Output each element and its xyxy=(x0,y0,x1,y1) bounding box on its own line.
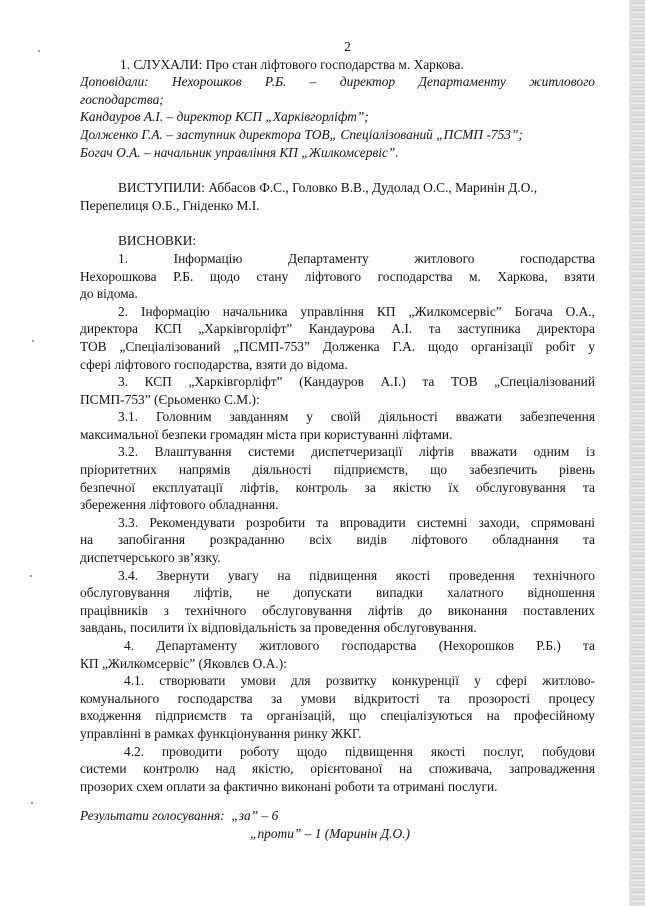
scan-speck xyxy=(38,50,40,52)
conclusions-heading: ВИСНОВКИ: xyxy=(118,233,197,249)
conclusion-line: ПСМП-753” (Єрьоменко С.М.): xyxy=(80,391,260,407)
conclusion-line: сфері ліфтового господарства, взяти до відома. xyxy=(80,356,348,372)
page-number: 2 xyxy=(344,39,351,54)
document-page xyxy=(80,38,595,843)
conclusion-line: 3.2. Влаштування системи диспетчеризації ліфтів вважати одним із xyxy=(118,444,595,460)
conclusion-line: 4.1. створювати умови для розвитку конкуренції у сфері житлово- xyxy=(124,673,595,689)
conclusion-line: 4. Департаменту житлового господарства (Нехорошков Р.Б.) та xyxy=(124,638,595,653)
conclusion-line: Нехорошкова Р.Б. щодо стану ліфтового господарства м. Харкова, взяти xyxy=(80,268,595,284)
conclusion-line: системи контролю над якістю, орієнтованої на споживача, запровадження xyxy=(80,761,595,777)
conclusion-line: до відома. xyxy=(80,286,138,302)
conclusion-line: безпечної експлуатації ліфтів, контроль за якістю їх обслуговування та xyxy=(80,479,595,495)
conclusion-line: 4.2. проводити роботу щодо підвищення якості послуг, побудови xyxy=(124,743,595,759)
speakers-line: ВИСТУПИЛИ: Аббасов Ф.С., Головко В.В., Дудолад О.С., Маринін Д.О., xyxy=(118,180,538,196)
conclusion-line: 3.1. Головним завданням у своїй діяльності вважати забезпечення xyxy=(118,409,595,425)
conclusion-line: збереження ліфтового обладнання. xyxy=(80,497,279,513)
conclusion-line: на запобігання розкраданню всіх видів ліфтового обладнання та xyxy=(80,532,595,548)
reporters-line: Долженко Г.А. – заступник директора ТОВ„ Спеціалізований „ПСМП -753”; xyxy=(80,126,523,142)
reporters-line: Богач О.А. – начальник управління КП „Жилкомсервіс”. xyxy=(80,144,399,160)
conclusion-line: працівників з технічного обслуговування ліфтів до виконання поставлених xyxy=(80,602,595,618)
conclusion-line: обслуговування ліфтів, не допускати випадки халатного відношення xyxy=(80,585,595,601)
item-heard: 1. СЛУХАЛИ: Про стан ліфтового господарства м. Харкова. xyxy=(120,56,464,72)
reporters-line: Кандауров А.І. – директор КСП „Харківгорліфт”; xyxy=(80,109,369,125)
voting-against: „проти” – 1 (Маринін Д.О.) xyxy=(250,825,410,841)
voting-for: „за” – 6 xyxy=(231,808,279,824)
speakers-line: Перепелиця О.Б., Гніденко М.І. xyxy=(80,197,260,213)
conclusion-line: завдань, посилити їх відповідальність за проведення обслуговування. xyxy=(80,620,477,636)
scan-speck xyxy=(30,575,32,577)
conclusion-line: управлінні в рамках функціонування ринку ЖКГ. xyxy=(80,725,362,741)
conclusion-line: 3. КСП „Харківгорліфт” (Кандауров А.І.) та ТОВ „Спеціалізований xyxy=(118,374,595,390)
scan-speck xyxy=(32,340,34,342)
conclusion-line: 3.4. Звернути увагу на підвищення якості проведення технічного xyxy=(118,567,595,583)
conclusion-line: КП „Жилкомсервіс” (Яковлєв О.А.): xyxy=(80,655,287,671)
conclusion-line: пріоритетних напрямів діяльності підприємств, що забезпечить рівень xyxy=(80,462,595,478)
scan-speck xyxy=(31,802,33,804)
conclusion-line: ТОВ „Спеціалізований „ПСМП-753” Долженка Г.А. щодо організації робіт у xyxy=(80,338,595,354)
conclusion-line: прозорих схем оплати за фактично виконані роботи та отримані послуги. xyxy=(80,778,498,794)
conclusion-line: директора КСП „Харківгорліфт” Кандаурова А.І. та заступника директора xyxy=(80,321,595,337)
scan-edge xyxy=(631,0,645,906)
conclusion-line: диспетчерського зв’язку. xyxy=(80,550,221,566)
conclusion-line: входження підприємств та організацій, що спеціалізуються на професійному xyxy=(80,708,595,724)
conclusion-line: 3.3. Рекомендувати розробити та впровадити системні заходи, спрямовані xyxy=(118,514,595,530)
conclusion-line: комунального господарства за умови відкритості та прозорості процесу xyxy=(80,690,595,706)
reporters-line: господарства; xyxy=(80,91,164,107)
voting-label: Результати голосування: xyxy=(80,808,225,824)
voting-line xyxy=(80,807,595,825)
reporters-line: Доповідали: Нехорошков Р.Б. – директор Департаменту житлового xyxy=(80,74,595,90)
conclusion-line: 2. Інформацію начальника управління КП „Жилкомсервіс” Богача О.А., xyxy=(118,303,595,319)
conclusion-line: 1. Інформацію Департаменту житлового господарства xyxy=(118,250,595,266)
conclusion-line: максимальної безпеки громадян міста при користуванні ліфтами. xyxy=(80,426,453,442)
